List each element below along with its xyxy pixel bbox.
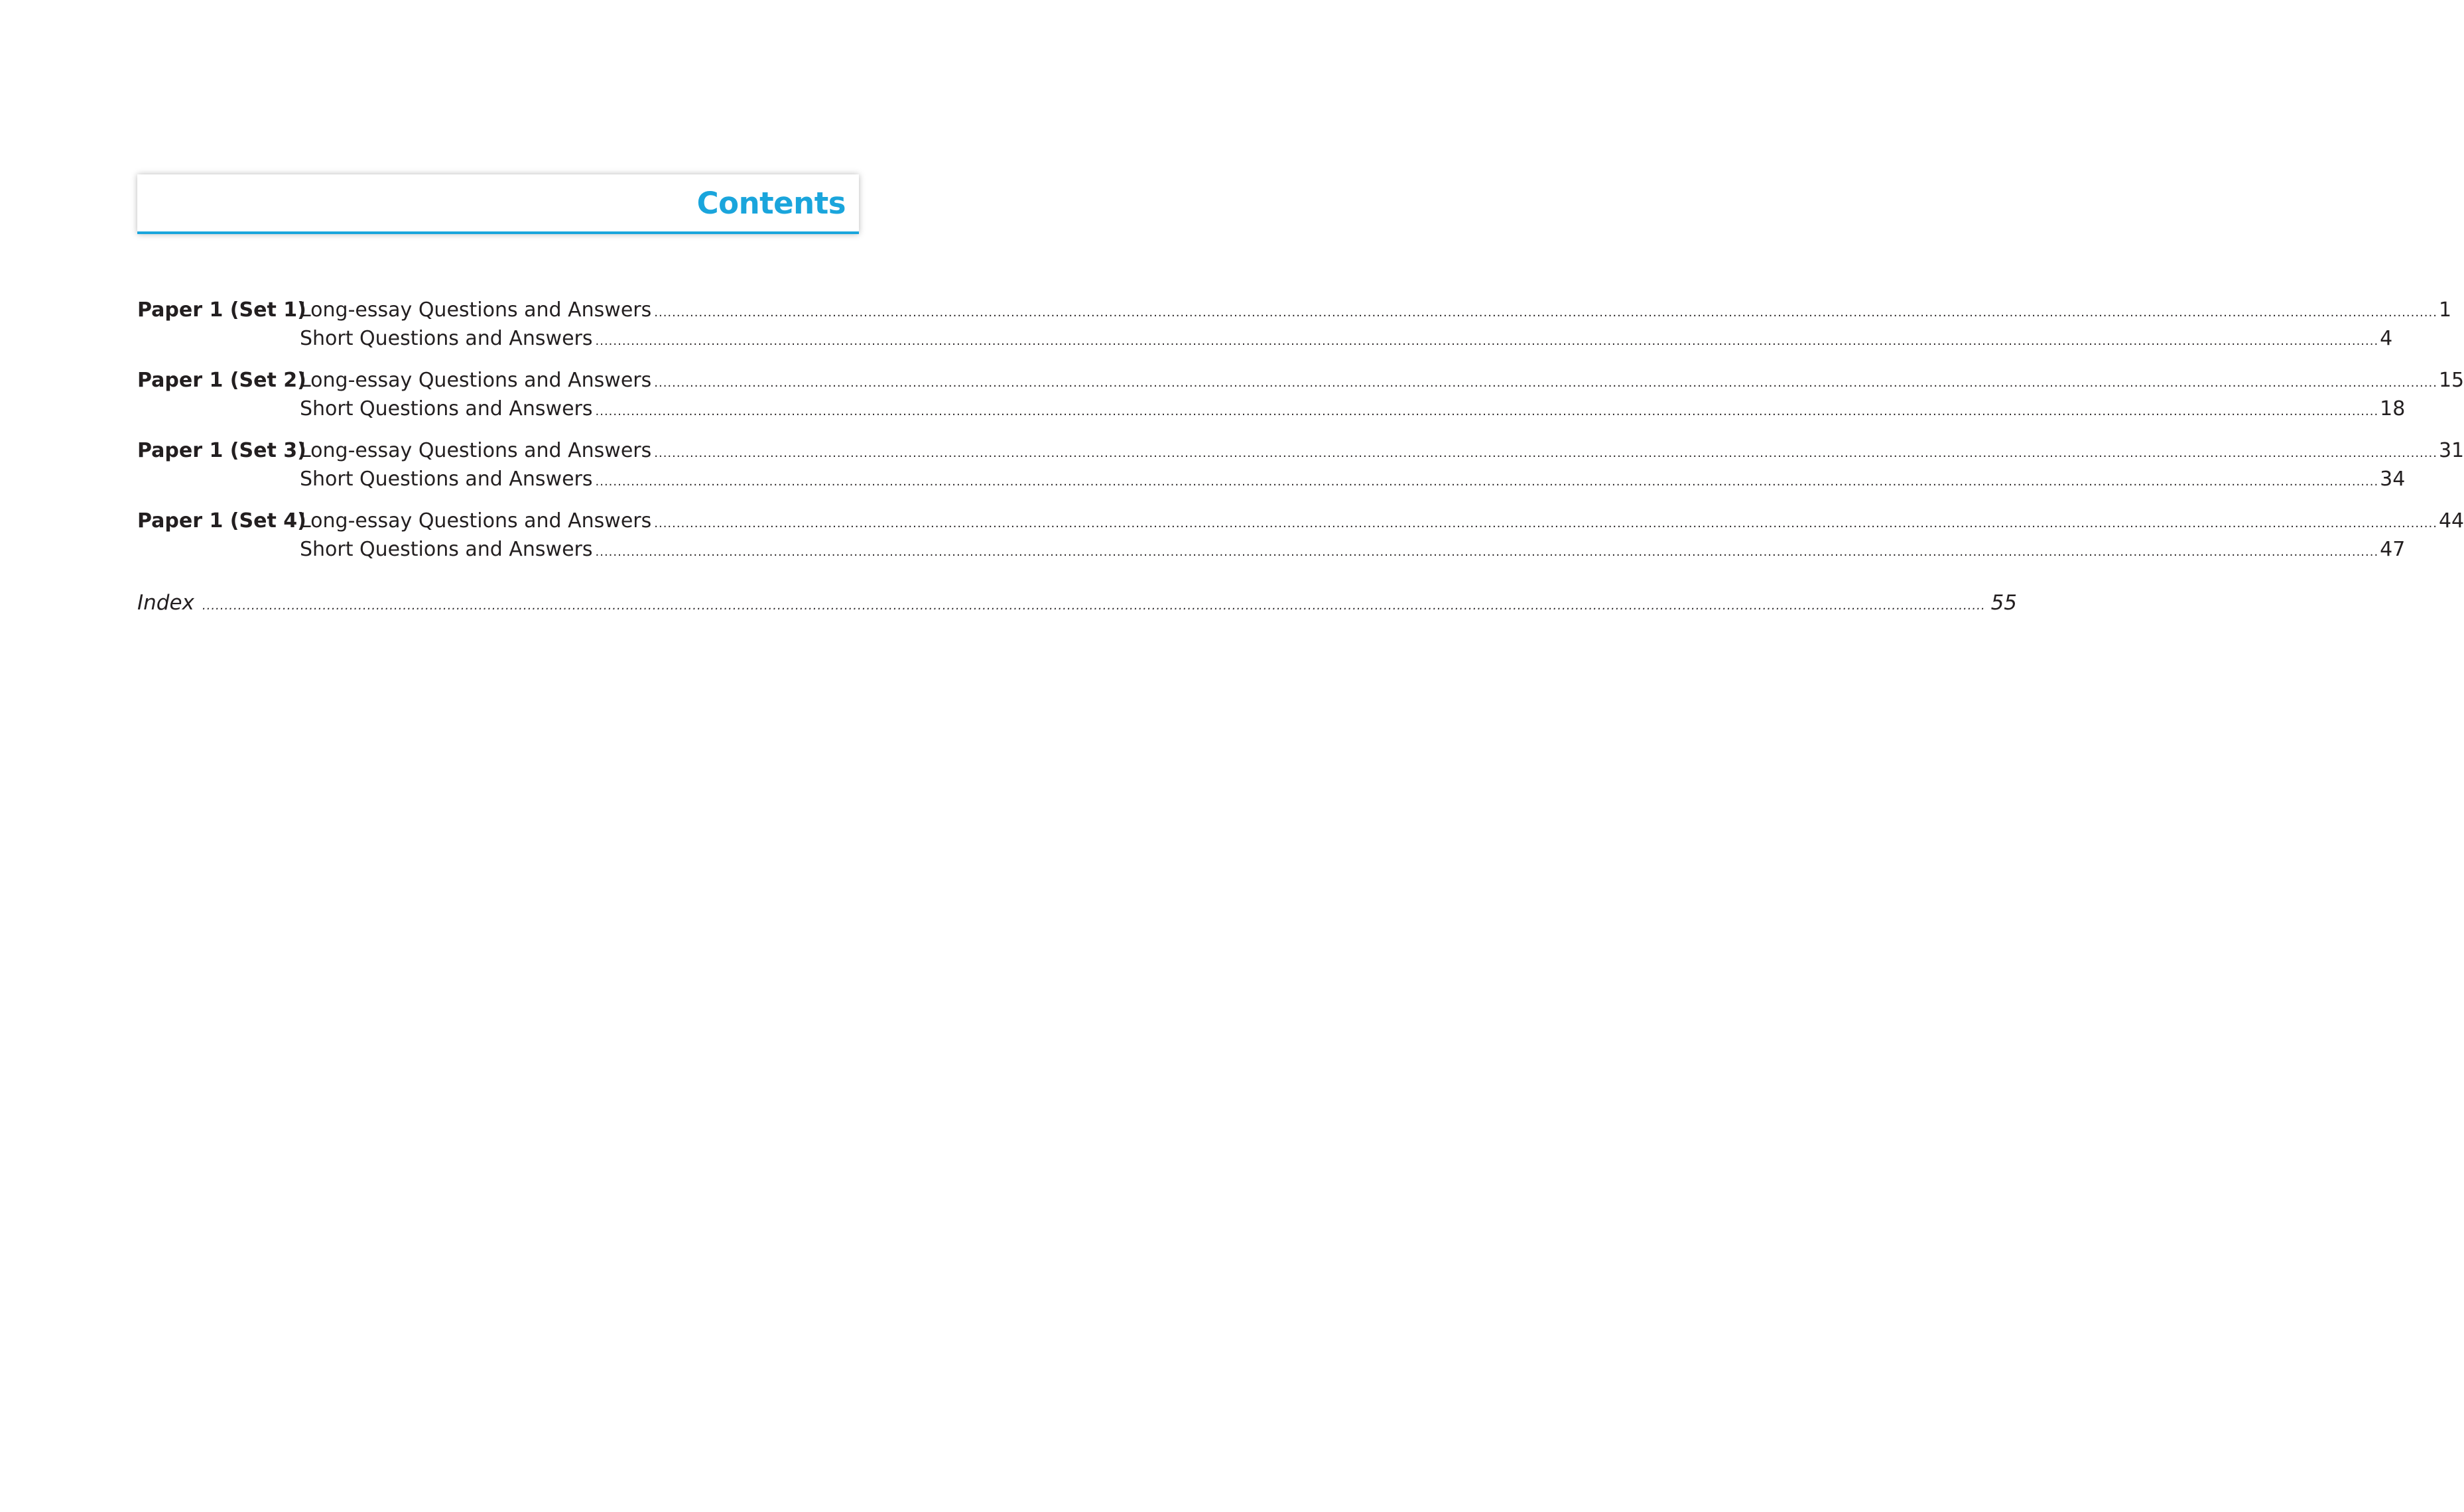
toc-entry-title: Long-essay Questions and Answers: [300, 369, 652, 392]
dot-leader: ................................................................................................................................................................................................................................................................................................................................................................................................................: [595, 475, 2379, 489]
toc-entry-title: Long-essay Questions and Answers: [300, 298, 652, 322]
toc-index-entry[interactable]: [137, 589, 2018, 617]
toc-entry-title: Short Questions and Answers: [300, 327, 593, 350]
toc-entry-title: Long-essay Questions and Answers: [300, 439, 652, 462]
toc-entry[interactable]: [300, 507, 2464, 535]
toc-group-set-4: [137, 507, 2464, 564]
toc-entries: [300, 436, 2464, 493]
toc-entry-title: Short Questions and Answers: [300, 397, 593, 420]
dot-leader: ................................................................................................................................................................................................................................................................................................................................................................................................................: [654, 376, 2437, 390]
toc-entry-title: Long-essay Questions and Answers: [300, 509, 652, 533]
toc-entry-page: 44: [2438, 509, 2464, 533]
toc-entry-page: 18: [2380, 397, 2406, 420]
toc-group-set-3: [137, 436, 2464, 493]
paper-heading: Paper 1 (Set 2): [137, 369, 306, 392]
toc-entry[interactable]: [300, 535, 2406, 564]
toc-entry-page: 4: [2380, 327, 2393, 350]
toc-group-set-2: [137, 366, 2464, 423]
toc-entries: [300, 366, 2464, 423]
toc-entry[interactable]: [300, 296, 2452, 324]
toc-entry-page: 34: [2380, 468, 2406, 491]
toc-entry-page: 47: [2380, 538, 2406, 561]
dot-leader: ................................................................................................................................................................................................................................................................................................................................................................................................................: [654, 517, 2437, 531]
toc-group-set-1: [137, 296, 2452, 353]
dot-leader: ................................................................................................................................................................................................................................................................................................................................................................................................................: [202, 599, 1986, 613]
toc-entry[interactable]: [300, 395, 2406, 423]
toc-entry[interactable]: [300, 436, 2464, 465]
contents-header: [137, 174, 859, 234]
toc-entry[interactable]: [300, 324, 2393, 353]
paper-heading: Paper 1 (Set 3): [137, 439, 306, 462]
toc-entry[interactable]: [300, 366, 2464, 395]
dot-leader: ................................................................................................................................................................................................................................................................................................................................................................................................................: [654, 446, 2437, 460]
toc-entry[interactable]: [300, 465, 2406, 493]
toc-entry-page: 15: [2438, 369, 2464, 392]
dot-leader: ................................................................................................................................................................................................................................................................................................................................................................................................................: [595, 405, 2379, 418]
dot-leader: ................................................................................................................................................................................................................................................................................................................................................................................................................: [654, 306, 2437, 320]
toc-entry-title: Short Questions and Answers: [300, 468, 593, 491]
paper-heading: Paper 1 (Set 1): [137, 298, 306, 322]
index-page: 55: [1990, 591, 2018, 615]
toc-entries: [300, 296, 2452, 353]
toc-entry-page: 1: [2438, 298, 2452, 322]
toc-entry-page: 31: [2438, 439, 2464, 462]
page-title: Contents: [696, 186, 846, 221]
index-title: Index: [137, 591, 194, 615]
dot-leader: ................................................................................................................................................................................................................................................................................................................................................................................................................: [595, 545, 2379, 559]
table-of-contents: [137, 296, 2464, 577]
toc-entries: [300, 507, 2464, 564]
dot-leader: ................................................................................................................................................................................................................................................................................................................................................................................................................: [595, 334, 2379, 348]
toc-entry-title: Short Questions and Answers: [300, 538, 593, 561]
paper-heading: Paper 1 (Set 4): [137, 509, 306, 533]
